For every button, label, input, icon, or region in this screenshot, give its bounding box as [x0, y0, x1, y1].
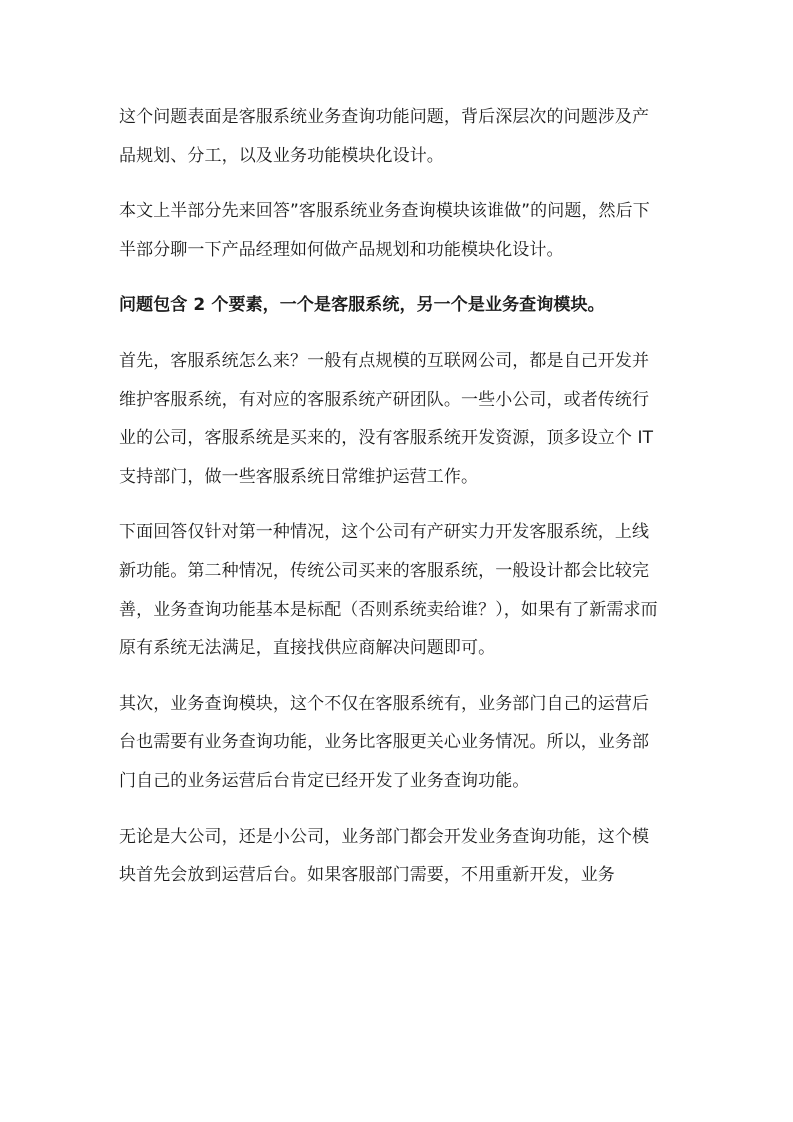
paragraph-4: 首先，客服系统怎么来？一般有点规模的互联网公司，都是自己开发并维护客服系统，有对应的客服系统产研团队。一些小公司，或者传统行业的公司，客服系统是买来的，没有客服系统开发资源，顶多设立个 IT 支持部门，做一些客服系统日常维护运营工作。	[119, 350, 654, 487]
paragraph-2: 本文上半部分先来回答”客服系统业务查询模块该谁做”的问题，然后下半部分聊一下产品经理如何做产品规划和功能模块化设计。	[119, 201, 650, 260]
paragraph-3-bold: 问题包含 2 个要素，一个是客服系统，另一个是业务查询模块。	[119, 295, 605, 316]
paragraph-7: 无论是大公司，还是小公司，业务部门都会开发业务查询功能，这个模块首先会放到运营后台。如果客服部门需要，不用重新开发，业务	[119, 826, 650, 886]
paragraph-1: 这个问题表面是客服系统业务查询功能问题，背后深层次的问题涉及产品规划、分工，以及业务功能模块化设计。	[119, 107, 650, 166]
paragraph-6: 其次，业务查询模块，这个不仅在客服系统有，业务部门自己的运营后台也需要有业务查询功能，业务比客服更关心业务情况。所以，业务部门自己的业务运营后台肯定已经开发了业务查询功能。	[119, 693, 650, 791]
paragraph-5: 下面回答仅针对第一种情况，这个公司有产研实力开发客服系统，上线新功能。第二种情况，传统公司买来的客服系统，一般设计都会比较完善，业务查询功能基本是标配（否则系统卖给谁？），如果有了新需求而原有系统无法满足，直接找供应商解决问题即可。	[119, 522, 658, 659]
document-body	[119, 98, 664, 912]
